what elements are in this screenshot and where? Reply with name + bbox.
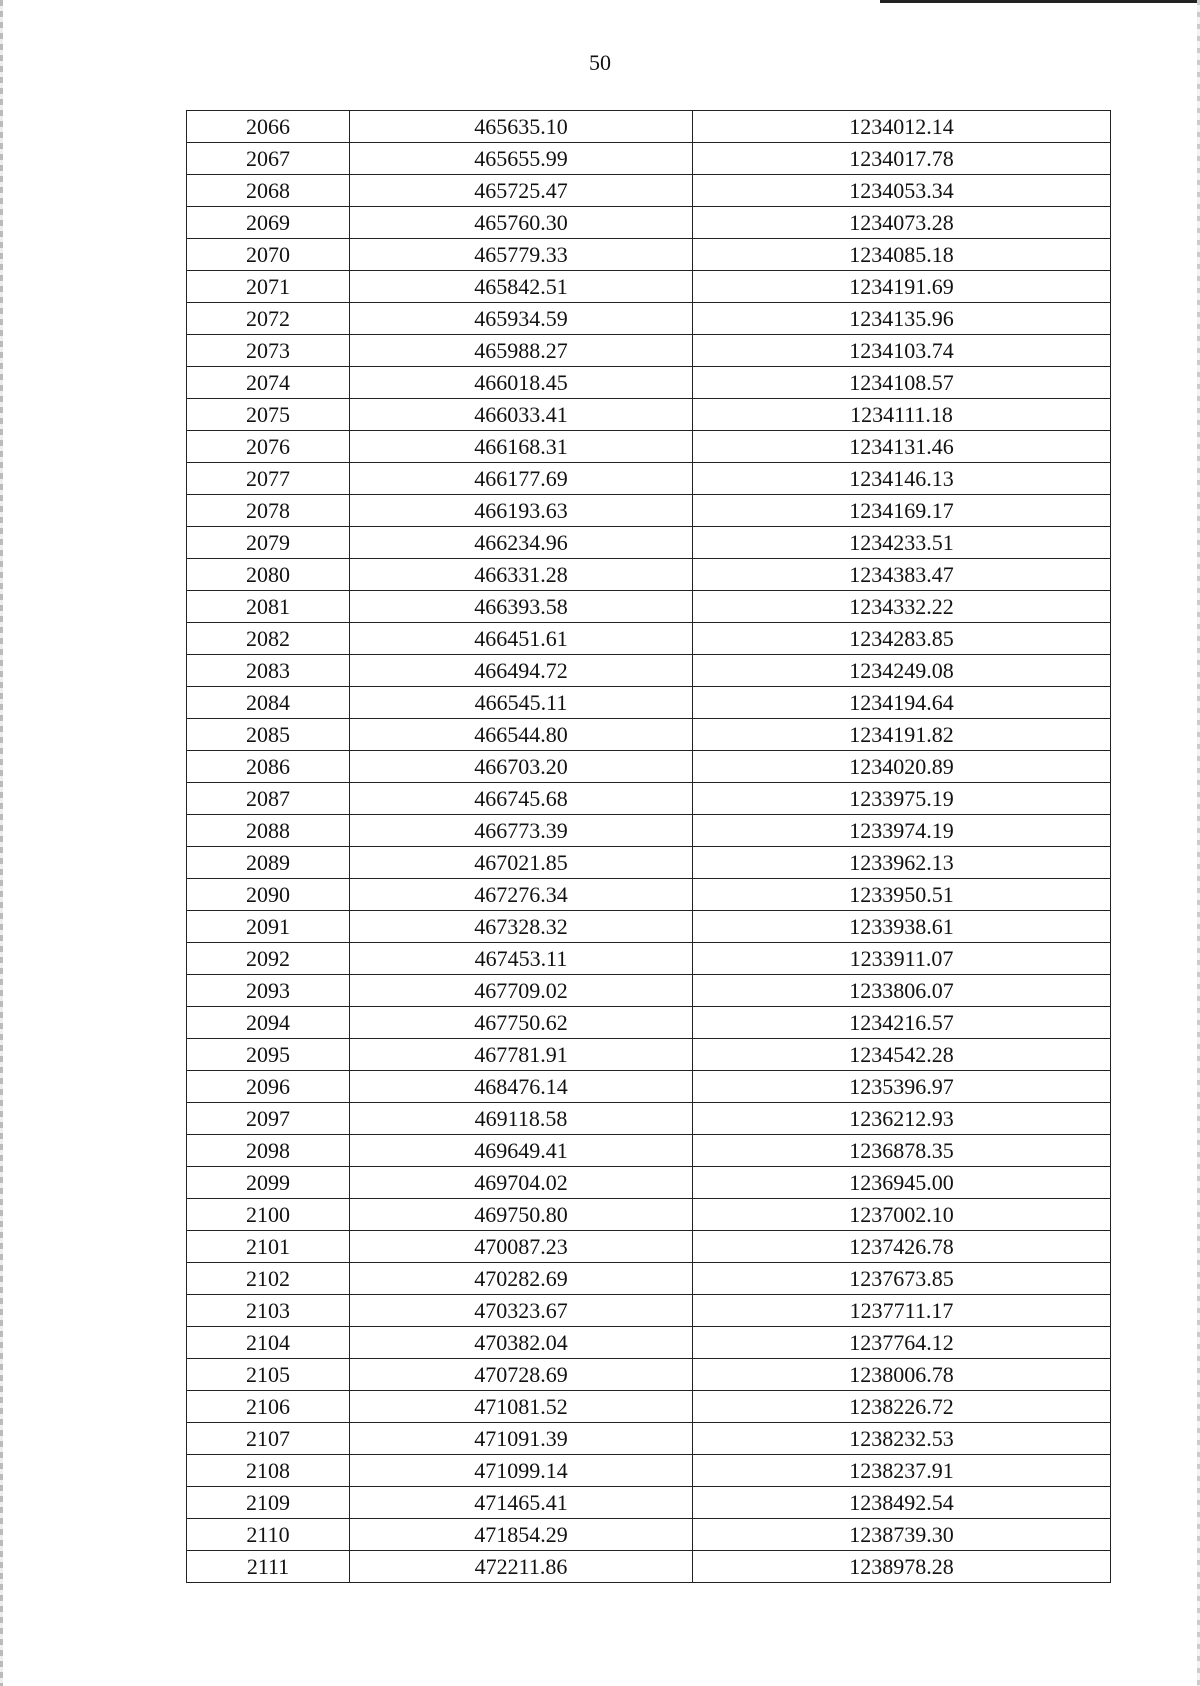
table-row [187, 847, 1111, 879]
scan-edge-left [0, 0, 3, 1686]
y-coordinate-cell: 1234233.51 [693, 527, 1111, 559]
point-id-cell: 2075 [187, 399, 350, 431]
table-row [187, 1551, 1111, 1583]
y-coordinate-cell: 1234383.47 [693, 559, 1111, 591]
point-id-cell: 2087 [187, 783, 350, 815]
point-id-cell: 2103 [187, 1295, 350, 1327]
point-id-cell: 2094 [187, 1007, 350, 1039]
point-id-cell: 2106 [187, 1391, 350, 1423]
x-coordinate-cell: 470087.23 [350, 1231, 693, 1263]
x-coordinate-cell: 467781.91 [350, 1039, 693, 1071]
table-row [187, 367, 1111, 399]
point-id-cell: 2099 [187, 1167, 350, 1199]
table-row [187, 1391, 1111, 1423]
point-id-cell: 2068 [187, 175, 350, 207]
table-row [187, 1423, 1111, 1455]
x-coordinate-cell: 467276.34 [350, 879, 693, 911]
x-coordinate-cell: 470382.04 [350, 1327, 693, 1359]
x-coordinate-cell: 471465.41 [350, 1487, 693, 1519]
point-id-cell: 2090 [187, 879, 350, 911]
y-coordinate-cell: 1238978.28 [693, 1551, 1111, 1583]
point-id-cell: 2073 [187, 335, 350, 367]
x-coordinate-cell: 466193.63 [350, 495, 693, 527]
point-id-cell: 2110 [187, 1519, 350, 1551]
x-coordinate-cell: 470282.69 [350, 1263, 693, 1295]
x-coordinate-cell: 466703.20 [350, 751, 693, 783]
table-row [187, 559, 1111, 591]
y-coordinate-cell: 1237002.10 [693, 1199, 1111, 1231]
table-row [187, 303, 1111, 335]
x-coordinate-cell: 466331.28 [350, 559, 693, 591]
y-coordinate-cell: 1234191.82 [693, 719, 1111, 751]
point-id-cell: 2093 [187, 975, 350, 1007]
table-body [187, 111, 1111, 1583]
point-id-cell: 2104 [187, 1327, 350, 1359]
x-coordinate-cell: 466393.58 [350, 591, 693, 623]
table-row [187, 111, 1111, 143]
x-coordinate-cell: 465760.30 [350, 207, 693, 239]
point-id-cell: 2105 [187, 1359, 350, 1391]
x-coordinate-cell: 466018.45 [350, 367, 693, 399]
y-coordinate-cell: 1236878.35 [693, 1135, 1111, 1167]
y-coordinate-cell: 1234085.18 [693, 239, 1111, 271]
point-id-cell: 2081 [187, 591, 350, 623]
y-coordinate-cell: 1233950.51 [693, 879, 1111, 911]
y-coordinate-cell: 1238739.30 [693, 1519, 1111, 1551]
x-coordinate-cell: 466033.41 [350, 399, 693, 431]
y-coordinate-cell: 1237711.17 [693, 1295, 1111, 1327]
y-coordinate-cell: 1234012.14 [693, 111, 1111, 143]
point-id-cell: 2074 [187, 367, 350, 399]
point-id-cell: 2089 [187, 847, 350, 879]
table-row [187, 495, 1111, 527]
point-id-cell: 2092 [187, 943, 350, 975]
coordinate-table [186, 110, 1111, 1583]
point-id-cell: 2108 [187, 1455, 350, 1487]
x-coordinate-cell: 465779.33 [350, 239, 693, 271]
y-coordinate-cell: 1234020.89 [693, 751, 1111, 783]
y-coordinate-cell: 1237673.85 [693, 1263, 1111, 1295]
point-id-cell: 2100 [187, 1199, 350, 1231]
point-id-cell: 2079 [187, 527, 350, 559]
x-coordinate-cell: 465655.99 [350, 143, 693, 175]
x-coordinate-cell: 468476.14 [350, 1071, 693, 1103]
table-row [187, 1007, 1111, 1039]
y-coordinate-cell: 1234108.57 [693, 367, 1111, 399]
table-row [187, 271, 1111, 303]
x-coordinate-cell: 469704.02 [350, 1167, 693, 1199]
x-coordinate-cell: 466773.39 [350, 815, 693, 847]
y-coordinate-cell: 1236945.00 [693, 1167, 1111, 1199]
point-id-cell: 2076 [187, 431, 350, 463]
table-row [187, 175, 1111, 207]
y-coordinate-cell: 1234216.57 [693, 1007, 1111, 1039]
point-id-cell: 2109 [187, 1487, 350, 1519]
y-coordinate-cell: 1234194.64 [693, 687, 1111, 719]
table-row [187, 463, 1111, 495]
x-coordinate-cell: 466544.80 [350, 719, 693, 751]
table-row [187, 1071, 1111, 1103]
y-coordinate-cell: 1233938.61 [693, 911, 1111, 943]
point-id-cell: 2077 [187, 463, 350, 495]
point-id-cell: 2091 [187, 911, 350, 943]
point-id-cell: 2102 [187, 1263, 350, 1295]
x-coordinate-cell: 465934.59 [350, 303, 693, 335]
y-coordinate-cell: 1234135.96 [693, 303, 1111, 335]
x-coordinate-cell: 466168.31 [350, 431, 693, 463]
point-id-cell: 2070 [187, 239, 350, 271]
x-coordinate-cell: 465842.51 [350, 271, 693, 303]
x-coordinate-cell: 467453.11 [350, 943, 693, 975]
x-coordinate-cell: 469750.80 [350, 1199, 693, 1231]
point-id-cell: 2098 [187, 1135, 350, 1167]
y-coordinate-cell: 1234131.46 [693, 431, 1111, 463]
y-coordinate-cell: 1234332.22 [693, 591, 1111, 623]
table-row [187, 975, 1111, 1007]
table-row [187, 1263, 1111, 1295]
x-coordinate-cell: 466451.61 [350, 623, 693, 655]
y-coordinate-cell: 1234542.28 [693, 1039, 1111, 1071]
point-id-cell: 2080 [187, 559, 350, 591]
table-row [187, 143, 1111, 175]
x-coordinate-cell: 471854.29 [350, 1519, 693, 1551]
point-id-cell: 2082 [187, 623, 350, 655]
x-coordinate-cell: 470728.69 [350, 1359, 693, 1391]
x-coordinate-cell: 466234.96 [350, 527, 693, 559]
table-row [187, 687, 1111, 719]
y-coordinate-cell: 1238006.78 [693, 1359, 1111, 1391]
x-coordinate-cell: 471099.14 [350, 1455, 693, 1487]
y-coordinate-cell: 1234017.78 [693, 143, 1111, 175]
page-number: 50 [589, 50, 611, 75]
x-coordinate-cell: 465725.47 [350, 175, 693, 207]
point-id-cell: 2072 [187, 303, 350, 335]
point-id-cell: 2083 [187, 655, 350, 687]
point-id-cell: 2107 [187, 1423, 350, 1455]
x-coordinate-cell: 466545.11 [350, 687, 693, 719]
x-coordinate-cell: 467328.32 [350, 911, 693, 943]
table-row [187, 1455, 1111, 1487]
y-coordinate-cell: 1237764.12 [693, 1327, 1111, 1359]
point-id-cell: 2111 [187, 1551, 350, 1583]
x-coordinate-cell: 469118.58 [350, 1103, 693, 1135]
y-coordinate-cell: 1238237.91 [693, 1455, 1111, 1487]
y-coordinate-cell: 1234103.74 [693, 335, 1111, 367]
y-coordinate-cell: 1234169.17 [693, 495, 1111, 527]
y-coordinate-cell: 1238232.53 [693, 1423, 1111, 1455]
x-coordinate-cell: 466177.69 [350, 463, 693, 495]
y-coordinate-cell: 1236212.93 [693, 1103, 1111, 1135]
table-row [187, 719, 1111, 751]
table-row [187, 431, 1111, 463]
top-rule [880, 0, 1200, 3]
x-coordinate-cell: 467750.62 [350, 1007, 693, 1039]
x-coordinate-cell: 471091.39 [350, 1423, 693, 1455]
table-row [187, 1039, 1111, 1071]
x-coordinate-cell: 466494.72 [350, 655, 693, 687]
y-coordinate-cell: 1238226.72 [693, 1391, 1111, 1423]
y-coordinate-cell: 1234053.34 [693, 175, 1111, 207]
y-coordinate-cell: 1234146.13 [693, 463, 1111, 495]
point-id-cell: 2084 [187, 687, 350, 719]
point-id-cell: 2097 [187, 1103, 350, 1135]
table-row [187, 591, 1111, 623]
y-coordinate-cell: 1238492.54 [693, 1487, 1111, 1519]
y-coordinate-cell: 1234283.85 [693, 623, 1111, 655]
x-coordinate-cell: 465988.27 [350, 335, 693, 367]
point-id-cell: 2078 [187, 495, 350, 527]
table-row [187, 207, 1111, 239]
point-id-cell: 2069 [187, 207, 350, 239]
table-row [187, 1135, 1111, 1167]
point-id-cell: 2085 [187, 719, 350, 751]
table-row [187, 1295, 1111, 1327]
y-coordinate-cell: 1235396.97 [693, 1071, 1111, 1103]
x-coordinate-cell: 470323.67 [350, 1295, 693, 1327]
y-coordinate-cell: 1233806.07 [693, 975, 1111, 1007]
table-row [187, 943, 1111, 975]
y-coordinate-cell: 1233962.13 [693, 847, 1111, 879]
table-row [187, 399, 1111, 431]
table-row [187, 879, 1111, 911]
table-row [187, 623, 1111, 655]
table-row [187, 1167, 1111, 1199]
x-coordinate-cell: 467021.85 [350, 847, 693, 879]
table-row [187, 1199, 1111, 1231]
y-coordinate-cell: 1237426.78 [693, 1231, 1111, 1263]
table-row [187, 1487, 1111, 1519]
point-id-cell: 2086 [187, 751, 350, 783]
y-coordinate-cell: 1233974.19 [693, 815, 1111, 847]
table-row [187, 239, 1111, 271]
table-row [187, 1359, 1111, 1391]
y-coordinate-cell: 1234191.69 [693, 271, 1111, 303]
table-row [187, 1231, 1111, 1263]
point-id-cell: 2101 [187, 1231, 350, 1263]
point-id-cell: 2067 [187, 143, 350, 175]
y-coordinate-cell: 1234249.08 [693, 655, 1111, 687]
y-coordinate-cell: 1234073.28 [693, 207, 1111, 239]
table-row [187, 335, 1111, 367]
table-row [187, 527, 1111, 559]
point-id-cell: 2066 [187, 111, 350, 143]
y-coordinate-cell: 1233975.19 [693, 783, 1111, 815]
x-coordinate-cell: 472211.86 [350, 1551, 693, 1583]
table-row [187, 1519, 1111, 1551]
table-row [187, 751, 1111, 783]
y-coordinate-cell: 1234111.18 [693, 399, 1111, 431]
x-coordinate-cell: 471081.52 [350, 1391, 693, 1423]
point-id-cell: 2096 [187, 1071, 350, 1103]
point-id-cell: 2071 [187, 271, 350, 303]
y-coordinate-cell: 1233911.07 [693, 943, 1111, 975]
x-coordinate-cell: 469649.41 [350, 1135, 693, 1167]
x-coordinate-cell: 467709.02 [350, 975, 693, 1007]
table-row [187, 815, 1111, 847]
table-row [187, 911, 1111, 943]
x-coordinate-cell: 466745.68 [350, 783, 693, 815]
table-row [187, 783, 1111, 815]
table-row [187, 655, 1111, 687]
x-coordinate-cell: 465635.10 [350, 111, 693, 143]
table-row [187, 1327, 1111, 1359]
table-row [187, 1103, 1111, 1135]
point-id-cell: 2088 [187, 815, 350, 847]
point-id-cell: 2095 [187, 1039, 350, 1071]
